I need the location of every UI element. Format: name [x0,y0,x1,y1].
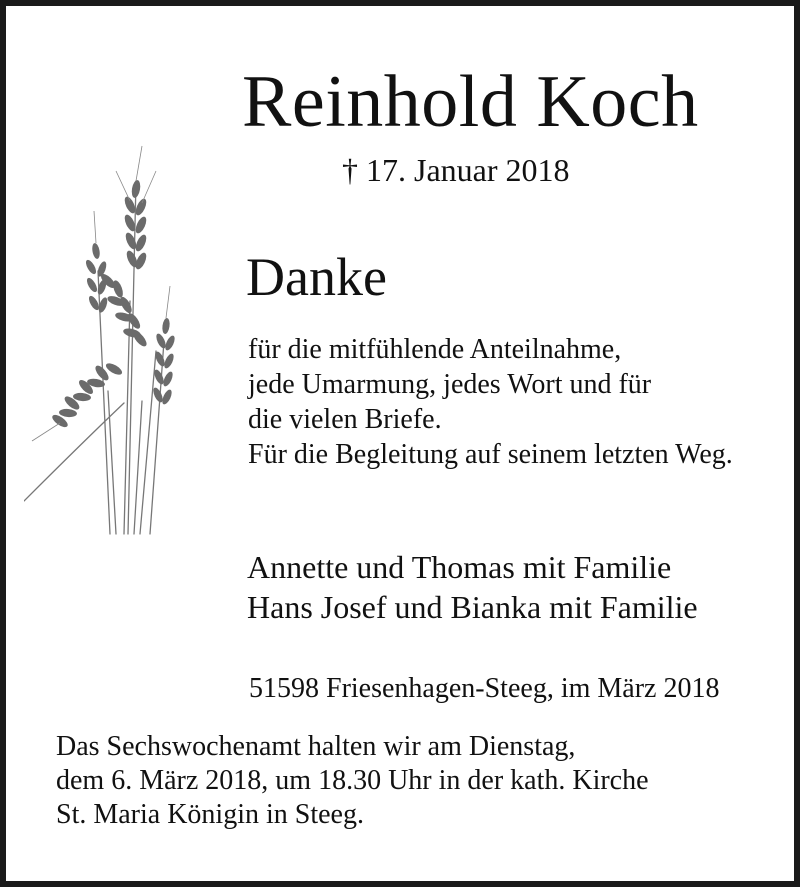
message-line: für die mitfühlende Anteilnahme, [248,334,622,365]
service-line: Das Sechswochenamt halten wir am Dienstag, [56,731,576,762]
death-date: † 17. Januar 2018 [342,152,570,188]
message-line: jede Umarmung, jedes Wort und für [248,369,652,400]
service-line: St. Maria Königin in Steeg. [56,799,364,830]
service-announcement [56,730,649,832]
family-signatures [247,547,698,627]
wheat-ears-icon [24,141,204,536]
deceased-name: Reinhold Koch [242,61,699,143]
family-line: Hans Josef und Bianka mit Familie [247,589,698,625]
message-line: die vielen Briefe. [248,404,442,435]
thanks-heading: Danke [246,247,387,307]
place-date: 51598 Friesenhagen-Steeg, im März 2018 [249,673,720,704]
message-line: Für die Begleitung auf seinem letzten Weg. [248,439,733,470]
service-line: dem 6. März 2018, um 18.30 Uhr in der kath. Kirche [56,765,649,796]
family-line: Annette und Thomas mit Familie [247,549,672,585]
thanks-message [248,332,733,472]
